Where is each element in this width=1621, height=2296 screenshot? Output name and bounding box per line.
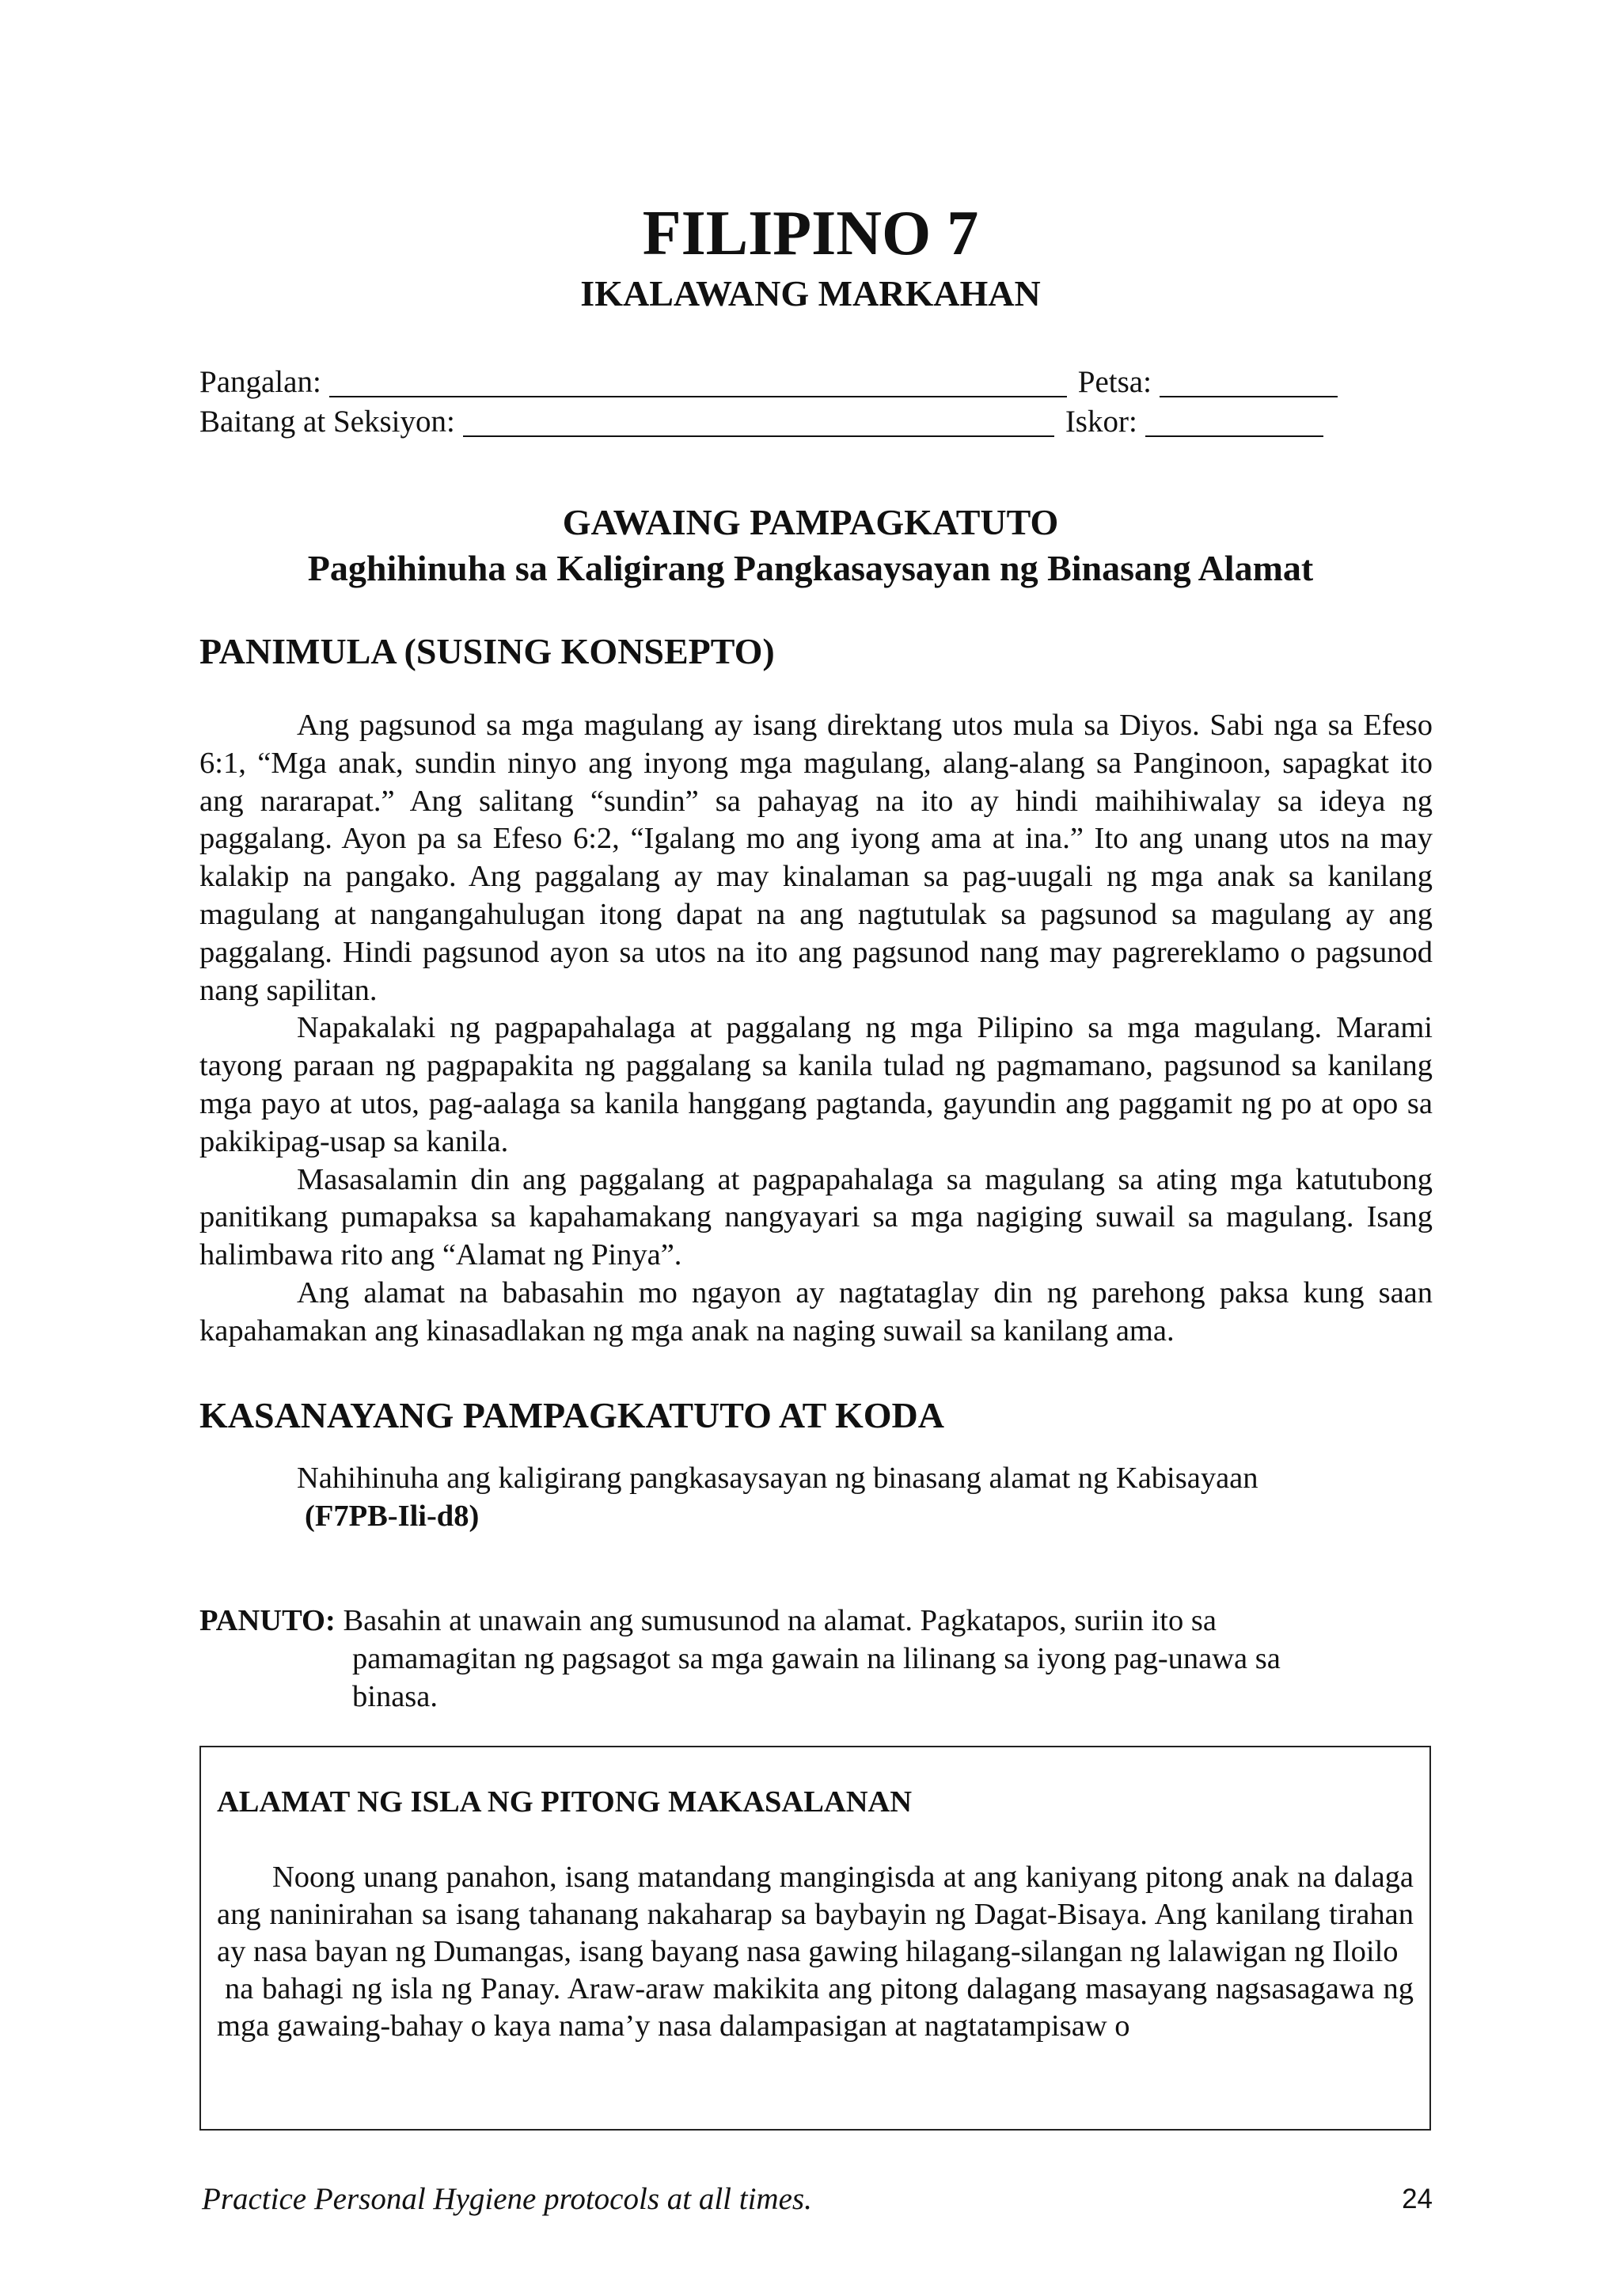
intro-paragraph: Ang alamat na babasahin mo ngayon ay nagtataglay din ng parehong paksa kung saan kapahamakan ang kinasadlakan ng mga anak na naging suwail sa kanilang ama. xyxy=(199,1275,1433,1348)
score-blank[interactable] xyxy=(1145,405,1323,437)
instructions-line: pamamagitan ng pagsagot sa mga gawain na lilinang sa iyong pag-unawa sa xyxy=(352,1642,1281,1675)
story-title: ALAMAT NG ISLA NG PITONG MAKASALANAN xyxy=(217,1785,913,1819)
story-body xyxy=(217,1859,1414,2045)
competency-text: Nahihinuha ang kaligirang pangkasaysayan ng binasang alamat ng Kabisayaan xyxy=(297,1462,1258,1495)
page-number: 24 xyxy=(1402,2184,1433,2214)
date-blank[interactable] xyxy=(1160,366,1338,397)
activity-subtitle: Paghihinuha sa Kaligirang Pangkasaysayan ng Binasang Alamat xyxy=(307,548,1314,588)
name-blank[interactable] xyxy=(329,366,1067,397)
intro-paragraph: Ang pagsunod sa mga magulang ay isang direktang utos mula sa Diyos. Sabi nga sa Efeso 6:1, “Mga anak, sundin ninyo ang inyong mga magulang, alang-alang sa Panginoon, sapagkat ito ang nararapat.” Ang salitang “sundin” sa pahayag na ito ay hindi maihihiwalay sa ideya ng paggalang. Ayon pa sa Efeso 6:2, “Igalang mo ang iyong ama at ina.” Ito ang unang utos na may kalakip na pangako. Ang paggalang ay may kinalaman sa pag-uugali ng mga anak sa kanilang magulang at nangangahulugan itong dapat na ang nagtutulak sa pagsunod sa magulang ay ang paggalang. Hindi pagsunod ayon sa utos na ito ang pagsunod nang may pagrereklamo o pagsunod nang sapilitan. xyxy=(199,709,1433,1007)
story-paragraph: na bahagi ng isla ng Panay. Araw-araw makikita ang pitong dalagang masayang nagsasagawa ng mga gawaing-bahay o kaya nama’y nasa dalampasigan at nagtatampisaw o xyxy=(217,1972,1414,2043)
intro-heading: PANIMULA (SUSING KONSEPTO) xyxy=(199,631,775,671)
page-subtitle: IKALAWANG MARKAHAN xyxy=(580,273,1041,314)
section-label: Baitang at Seksiyon: xyxy=(199,405,455,439)
name-label: Pangalan: xyxy=(199,365,321,399)
story-paragraph: Noong unang panahon, isang matandang mangingisda at ang kaniyang pitong anak na dalaga ang naninirahan sa isang tahanang nakaharap sa baybayin ng Dagat-Bisaya. Ang kanilang tirahan ay nasa bayan ng Dumangas, isang bayang nasa gawing hilagang-silangan ng lalawigan ng Iloilo xyxy=(217,1861,1414,1968)
name-date-row xyxy=(199,366,1355,397)
instructions-block xyxy=(199,1602,1418,1716)
section-blank[interactable] xyxy=(463,405,1054,437)
competency-heading: KASANAYANG PAMPAGKATUTO AT KODA xyxy=(199,1395,944,1435)
intro-body xyxy=(199,707,1433,1351)
instructions-line: binasa. xyxy=(352,1680,438,1713)
story-box xyxy=(199,1746,1431,2131)
intro-paragraph: Masasalamin din ang paggalang at pagpapahalaga sa magulang sa ating mga katutubong panitikang pumapaksa sa kapahamakang nangyayari sa mga nagiging suwail sa magulang. Isang halimbawa rito ang “Alamat ng Pinya”. xyxy=(199,1162,1433,1272)
footer-reminder: Practice Personal Hygiene protocols at all times. xyxy=(202,2182,812,2216)
activity-title: GAWAING PAMPAGKATUTO xyxy=(562,502,1059,542)
page-title: FILIPINO 7 xyxy=(642,199,979,268)
instructions-label: PANUTO: xyxy=(199,1604,336,1637)
section-score-row xyxy=(199,405,1355,437)
instructions-line: Basahin at unawain ang sumusunod na alamat. Pagkatapos, suriin ito sa xyxy=(343,1604,1217,1637)
score-label: Iskor: xyxy=(1065,405,1137,439)
intro-paragraph: Napakalaki ng pagpapahalaga at paggalang ng mga Pilipino sa mga magulang. Marami tayong paraan ng pagpapakita ng paggalang sa kanila tulad ng pagmamano, pagsunod sa kanilang mga payo at utos, pag-aalaga sa kanila hanggang pagtanda, gayundin ang paggamit ng po at opo sa pakikipag-usap sa kanila. xyxy=(199,1011,1433,1158)
date-label: Petsa: xyxy=(1077,365,1152,399)
competency-block xyxy=(297,1459,1429,1535)
competency-code: (F7PB-Ili-d8) xyxy=(305,1500,480,1533)
